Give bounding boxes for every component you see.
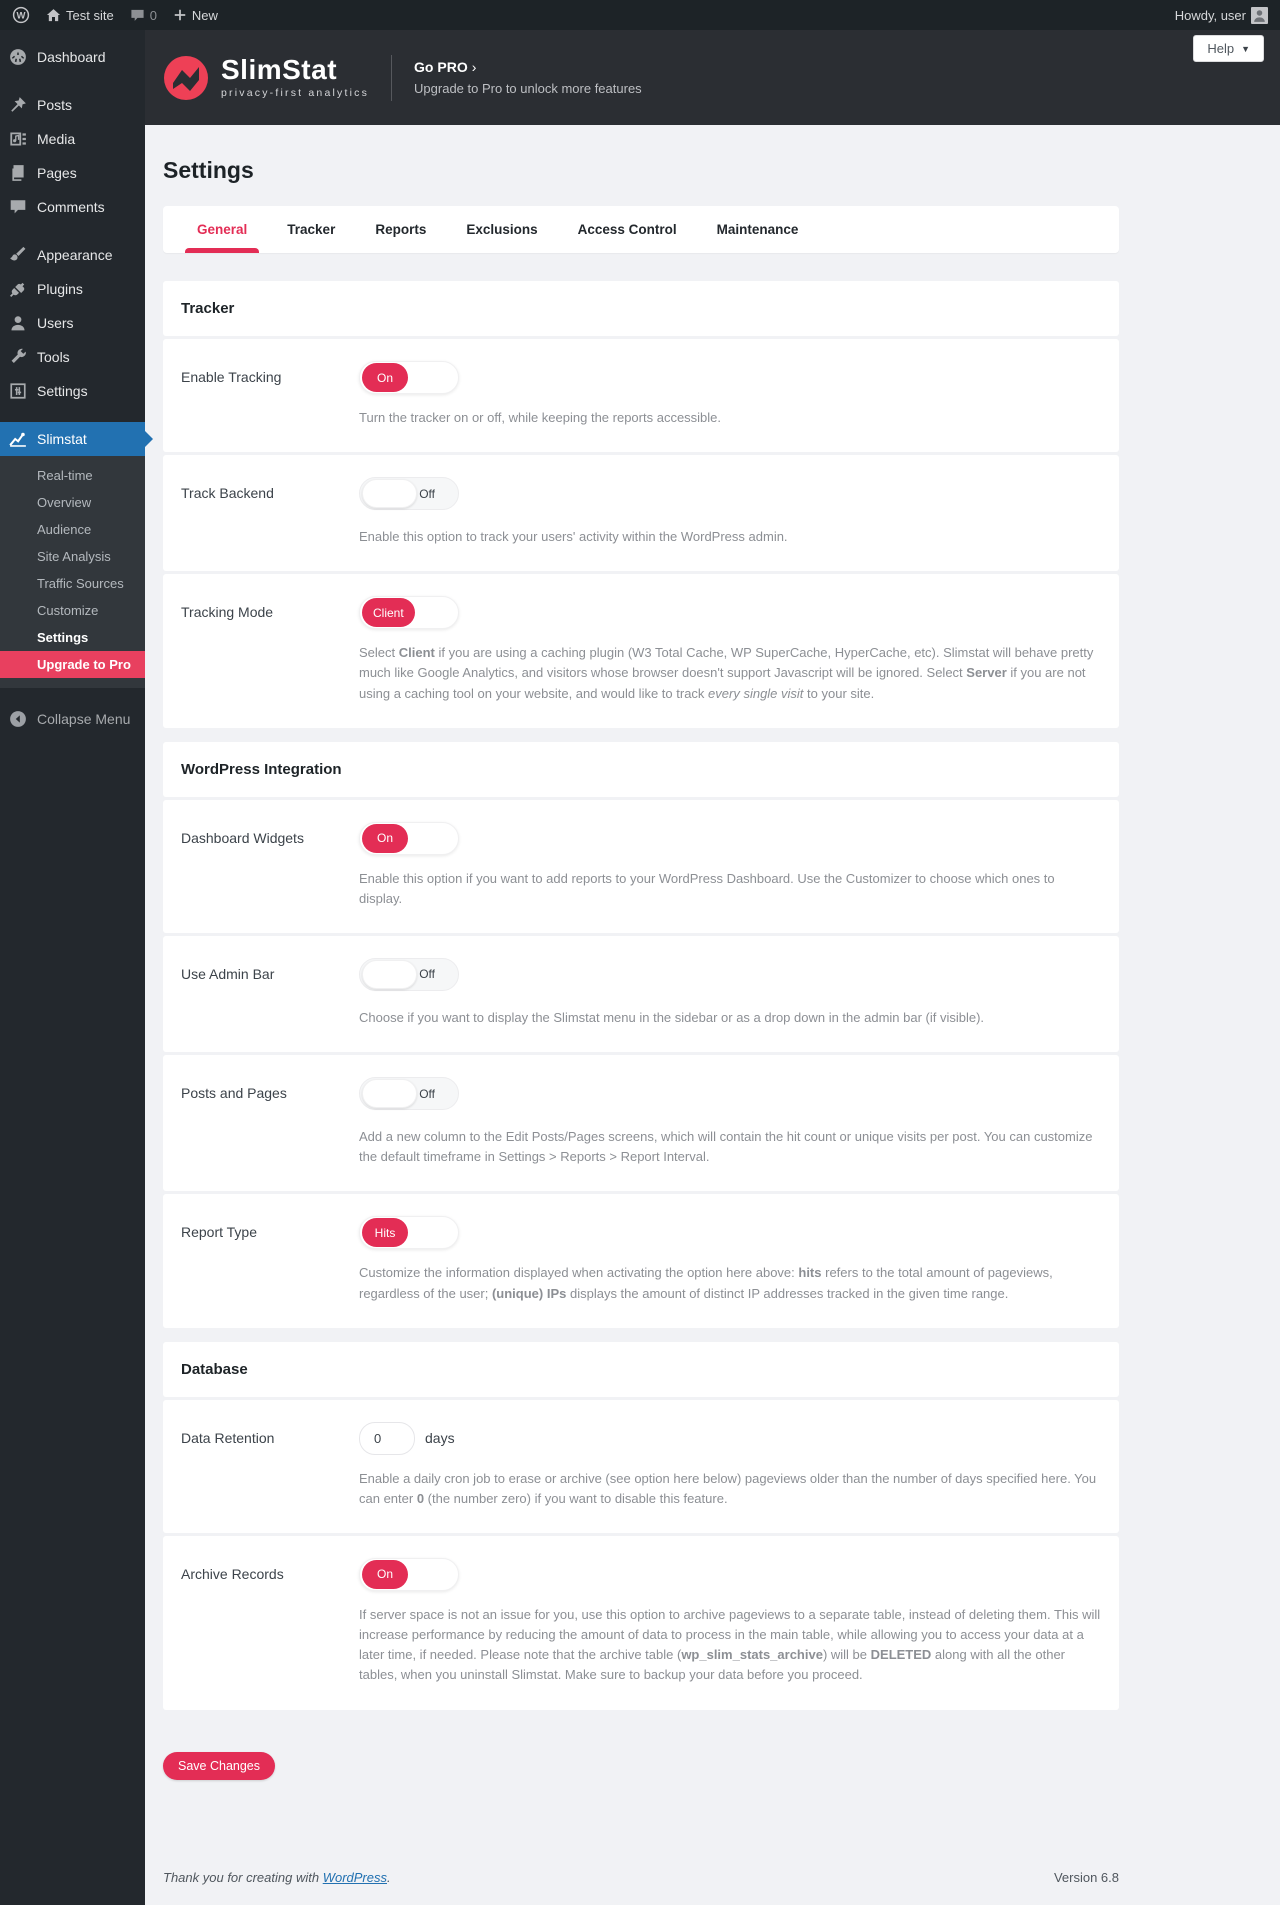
new-content-button[interactable] <box>173 8 218 23</box>
admin-footer <box>163 1780 1119 1889</box>
plus-icon <box>173 8 187 22</box>
site-name-link[interactable] <box>46 8 114 23</box>
setting-label: Use Admin Bar <box>181 965 275 982</box>
setting-row-tracking-mode <box>163 574 1119 727</box>
new-label: New <box>191 7 218 23</box>
section-title: Database <box>163 1342 1119 1397</box>
sidebar-item-tools[interactable] <box>0 340 145 374</box>
archive-records-toggle[interactable]: On <box>359 1558 459 1591</box>
setting-label: Archive Records <box>181 1565 284 1582</box>
setting-description: Add a new column to the Edit Posts/Pages screens, which will contain the hit count or unique visits per post. You can customize the default timeframe in Settings > Reports > Report Interval. <box>359 1129 1093 1165</box>
tab-exclusions[interactable]: Exclusions <box>466 222 538 237</box>
chart-icon <box>9 430 27 448</box>
howdy-text: Howdy, user <box>1174 7 1246 23</box>
plug-icon <box>9 280 27 298</box>
save-changes-button[interactable]: Save Changes <box>163 1752 275 1780</box>
collapse-menu-label: Collapse Menu <box>37 711 131 727</box>
tab-maintenance[interactable]: Maintenance <box>716 222 799 237</box>
submenu-item-real-time[interactable]: Real-time <box>37 468 93 483</box>
input-suffix-days: days <box>425 1430 455 1447</box>
setting-label: Data Retention <box>181 1429 275 1446</box>
setting-description: Customize the information displayed when activating the option here above: hits refers to the total amount of pageviews, regardless of the user; (unique) IPs displays the amount of distinct IP addresses tracked in the given time range. <box>359 1265 1053 1301</box>
dashboard-icon <box>9 48 27 66</box>
section-title: Tracker <box>163 281 1119 336</box>
collapse-menu-button[interactable] <box>0 702 145 736</box>
site-name: Test site <box>66 7 114 23</box>
page-title: Settings <box>163 157 254 183</box>
setting-description: Turn the tracker on or off, while keeping the reports accessible. <box>359 410 722 425</box>
setting-description: Enable this option if you want to add reports to your WordPress Dashboard. Use the Customizer to choose which ones to display. <box>359 870 1055 906</box>
sidebar-item-label: Appearance <box>37 247 113 263</box>
submenu-item-audience[interactable]: Audience <box>37 522 92 537</box>
comment-icon <box>9 198 27 216</box>
chevron-down-icon: ▼ <box>1241 43 1250 54</box>
sliders-icon <box>9 382 27 400</box>
report-type-toggle[interactable]: Hits <box>359 1216 459 1249</box>
slimstat-submenu <box>0 456 145 688</box>
sidebar-item-label: Settings <box>37 383 88 399</box>
user-icon <box>9 314 27 332</box>
submenu-item-traffic-sources[interactable]: Traffic Sources <box>37 576 124 591</box>
tracking-mode-toggle[interactable]: Client <box>359 596 459 629</box>
header-divider <box>391 55 392 101</box>
submenu-item-overview[interactable]: Overview <box>37 495 92 510</box>
sidebar-item-appearance[interactable] <box>0 238 145 272</box>
sidebar-item-label: Pages <box>37 165 77 181</box>
setting-label: Posts and Pages <box>181 1085 287 1102</box>
collapse-arrow-icon <box>9 710 27 728</box>
sidebar-item-label: Dashboard <box>37 49 106 65</box>
go-pro-subtitle: Upgrade to Pro to unlock more features <box>414 81 642 96</box>
logo-title: SlimStat <box>221 54 338 85</box>
sidebar-item-comments[interactable] <box>0 190 145 224</box>
settings-tabs <box>163 206 1119 253</box>
setting-description: Select Client if you are using a caching plugin (W3 Total Cache, WP SuperCache, HyperCache, etc). Slimstat will behave pretty much like Google Analytics, and visitors whose browser doesn't support Javascript will be ignored. Select Server if you are not using a caching tool on your website, and would like to track every single visit to your site. <box>359 645 1094 701</box>
pages-icon <box>9 164 27 182</box>
posts-and-pages-toggle[interactable]: Off <box>359 1077 459 1110</box>
submenu-item-settings[interactable]: Settings <box>37 630 89 645</box>
media-icon <box>9 130 27 148</box>
comment-bubble-icon <box>130 8 145 23</box>
sidebar-item-dashboard[interactable] <box>0 40 145 74</box>
setting-row-report-type <box>163 1194 1119 1327</box>
submenu-item-site-analysis[interactable]: Site Analysis <box>37 549 111 564</box>
logo-subtitle: privacy-first analytics <box>221 87 370 99</box>
section-database <box>163 1342 1119 1710</box>
slimstat-logo <box>163 55 369 101</box>
tab-tracker[interactable]: Tracker <box>287 222 336 237</box>
sidebar-item-label: Tools <box>37 349 70 365</box>
avatar <box>1251 7 1268 24</box>
setting-row-enable-tracking <box>163 339 1119 452</box>
tab-reports[interactable]: Reports <box>375 222 427 237</box>
setting-row-posts-and-pages <box>163 1055 1119 1191</box>
setting-label: Tracking Mode <box>181 604 274 621</box>
setting-row-archive-records <box>163 1536 1119 1710</box>
admin-bar <box>0 0 1280 30</box>
svg-text:W: W <box>16 10 26 22</box>
section-wordpress-integration <box>163 742 1119 1328</box>
toggle-knob <box>362 960 417 989</box>
track-backend-toggle[interactable]: Off <box>359 477 459 510</box>
sidebar-item-media[interactable] <box>0 122 145 156</box>
wrench-icon <box>9 348 27 366</box>
setting-row-track-backend <box>163 455 1119 571</box>
sidebar-item-label: Media <box>37 131 76 147</box>
sidebar-item-label: Slimstat <box>37 431 87 447</box>
brush-icon <box>9 246 27 264</box>
sidebar-item-label: Plugins <box>37 281 83 297</box>
setting-label: Dashboard Widgets <box>181 829 304 846</box>
footer-version: Version 6.8 <box>1053 1869 1119 1885</box>
section-tracker <box>163 281 1119 728</box>
setting-description: Enable a daily cron job to erase or archive (see option here below) pageviews older than the number of days specified here. You can enter 0 (the number zero) if you want to disable this feature. <box>359 1470 1097 1506</box>
use-admin-bar-toggle[interactable]: Off <box>359 958 459 991</box>
go-pro-link[interactable]: Go PRO › <box>414 59 477 75</box>
setting-description: Choose if you want to display the Slimstat menu in the sidebar or as a drop down in the admin bar (if visible). <box>359 1009 985 1025</box>
data-retention-input[interactable] <box>359 1422 415 1455</box>
comments-bubble[interactable] <box>130 8 157 23</box>
setting-description: If server space is not an issue for you, use this option to archive pageviews to a separate table, instead of deleting them. This will increase performance by reducing the amount of data to process in the main table, while allowing you to access your data at a later time, if needed. Please note that the archive table (wp_slim_stats_archive) will be DELETED along with all the other tables, when you uninstall Slimstat. Make sure to backup your data before you proceed. <box>359 1606 1101 1683</box>
setting-row-data-retention <box>163 1400 1119 1533</box>
go-pro-block <box>414 59 642 96</box>
setting-row-dashboard-widgets <box>163 800 1119 933</box>
tab-access-control[interactable]: Access Control <box>577 222 677 237</box>
admin-sidebar <box>0 30 145 1905</box>
slimstat-header <box>145 30 1280 125</box>
sidebar-item-settings[interactable] <box>0 374 145 408</box>
wordpress-link[interactable]: WordPress <box>322 1869 387 1885</box>
section-title: WordPress Integration <box>163 742 1119 797</box>
submenu-item-customize[interactable]: Customize <box>37 603 99 618</box>
slimstat-logo-icon <box>163 55 209 101</box>
enable-tracking-toggle[interactable]: On <box>359 361 459 394</box>
setting-label: Report Type <box>181 1224 258 1241</box>
toggle-knob <box>362 479 417 508</box>
wordpress-logo-icon[interactable] <box>12 6 30 24</box>
sidebar-item-slimstat[interactable] <box>0 422 145 456</box>
sidebar-item-users[interactable] <box>0 306 145 340</box>
tab-general[interactable]: General <box>197 206 247 253</box>
setting-label: Track Backend <box>181 485 274 502</box>
setting-row-use-admin-bar <box>163 936 1119 1052</box>
home-icon <box>46 8 61 23</box>
account-menu[interactable] <box>1175 7 1268 24</box>
submenu-item-upgrade-to-pro[interactable]: Upgrade to Pro <box>0 651 145 678</box>
sidebar-item-posts[interactable] <box>0 88 145 122</box>
setting-label: Enable Tracking <box>181 369 282 385</box>
toggle-knob <box>362 1079 417 1108</box>
dashboard-widgets-toggle[interactable]: On <box>359 822 459 855</box>
sidebar-item-label: Users <box>37 315 74 331</box>
chevron-right-icon: › <box>471 59 477 75</box>
sidebar-item-label: Posts <box>37 97 73 113</box>
help-button[interactable]: Help ▼ <box>1193 35 1264 62</box>
pin-icon <box>9 96 27 114</box>
setting-description: Enable this option to track your users' activity within the WordPress admin. <box>359 529 788 545</box>
sidebar-item-plugins[interactable] <box>0 272 145 306</box>
sidebar-item-pages[interactable] <box>0 156 145 190</box>
sidebar-item-label: Comments <box>37 199 105 215</box>
footer-thanks: Thank you for creating with WordPress. <box>163 1869 391 1885</box>
comments-count: 0 <box>149 7 157 23</box>
